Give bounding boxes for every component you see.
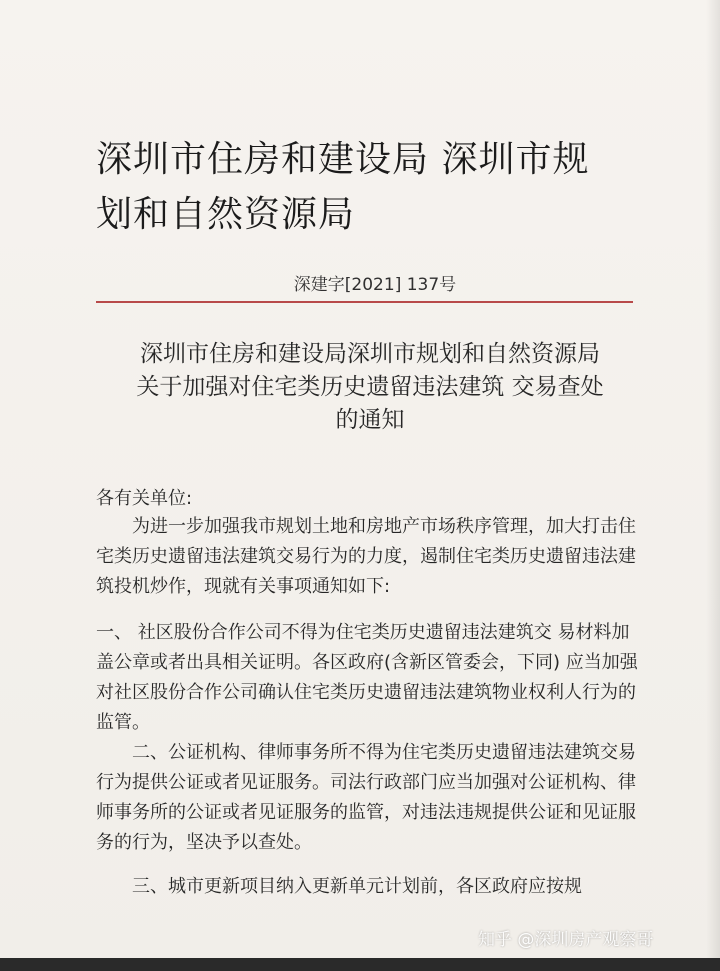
paragraph-item-1: 一、 社区股份合作公司不得为住宅类历史遗留违法建筑交 易材料加盖公章或者出具相关证明。各区政府(含新区管委会，下同) 应当加强对社区股份合作公司确认住宅类历史遗留违法建筑物业权利人行为的监管。 (96, 622, 638, 733)
paragraph-item-2: 二、公证机构、律师事务所不得为住宅类历史遗留违法建筑交易行为提供公证或者见证服务。司法行政部门应当加强对公证机构、律师事务所的公证或者见证服务的监管，对违法违规提供公证和见证服务的行为，坚决予以查处。 (96, 742, 636, 853)
notice-title-line-3: 的通知 (335, 407, 405, 433)
bottom-dark-strip (0, 958, 720, 971)
notice-title-line-1: 深圳市住房和建设局深圳市规划和自然资源局 (140, 341, 600, 367)
zhihu-watermark: 知乎 @深圳房产观察哥 (478, 930, 654, 950)
notice-title (90, 338, 650, 437)
paragraph-intro: 为进一步加强我市规划土地和房地产市场秩序管理，加大打击住宅类历史遗留违法建筑交易行为的力度，遏制住宅类历史遗留违法建筑投机炒作，现就有关事项通知如下: (96, 516, 636, 597)
red-divider-line (96, 301, 633, 303)
issuer-line-2: 划和自然资源局 (96, 194, 356, 235)
paragraph-item-3: 三、城市更新项目纳入更新单元计划前，各区政府应按规 (132, 876, 582, 897)
salutation: 各有关单位: (96, 488, 193, 509)
page-edge-shadow (706, 0, 720, 971)
document-number: 深建字[2021] 137号 (293, 275, 457, 295)
issuer-line-1: 深圳市住房和建设局 深圳市规 (96, 139, 590, 180)
notice-title-line-2: 关于加强对住宅类历史遗留违法建筑 交易查处 (136, 374, 604, 400)
issuer-heading (96, 132, 656, 242)
